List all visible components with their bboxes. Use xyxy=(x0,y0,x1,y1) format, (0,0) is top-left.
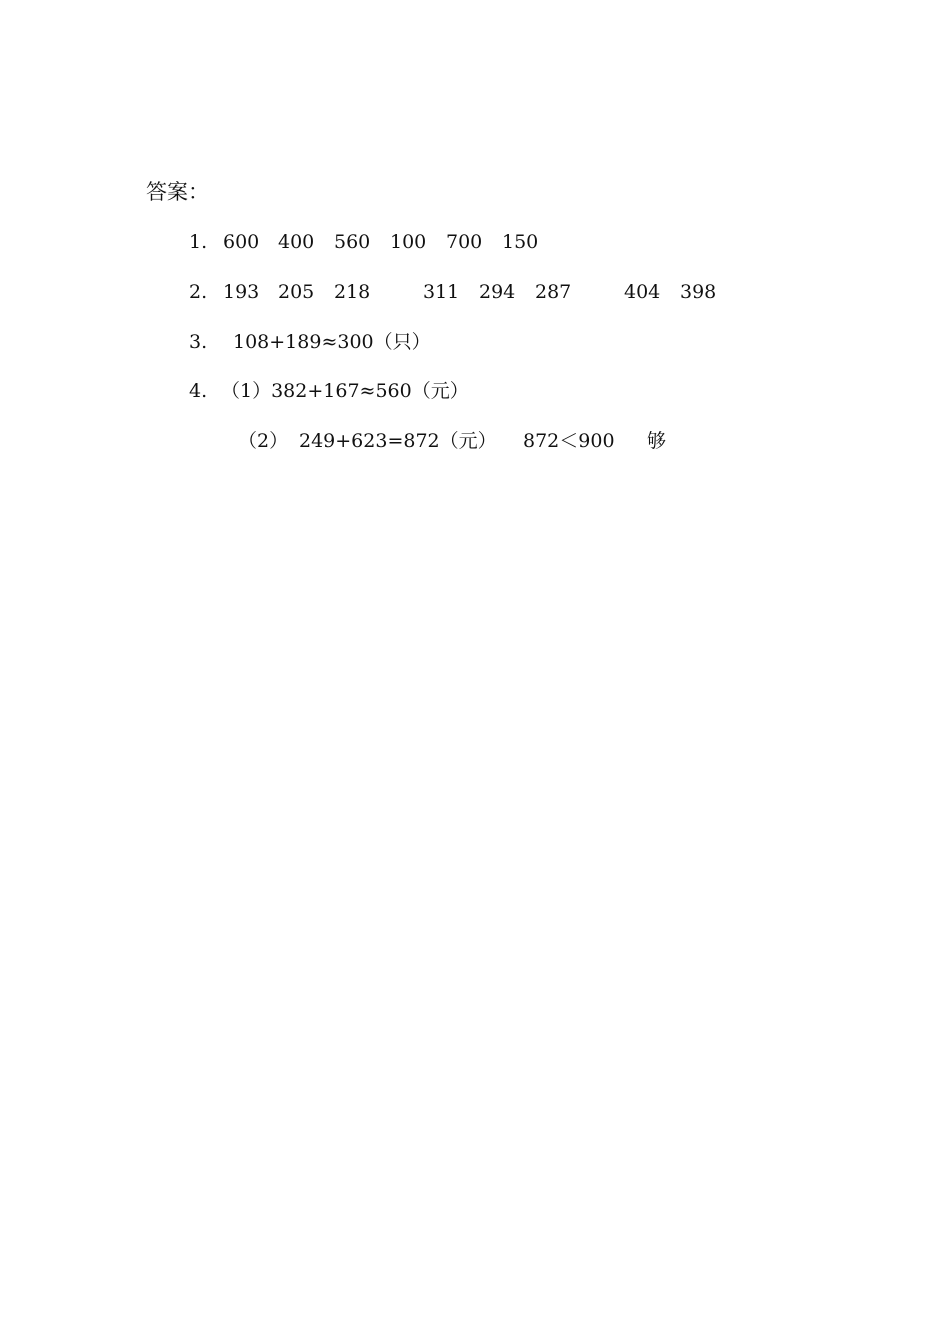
part-comparison: 872＜900 xyxy=(523,430,615,452)
item-number: 3. xyxy=(189,331,208,353)
item-value: 100 xyxy=(390,231,427,253)
item-value: 218 xyxy=(334,281,371,303)
item-value: 311 xyxy=(423,281,460,303)
item-number: 2. xyxy=(189,281,208,303)
item-number: 4. xyxy=(189,380,208,402)
item-value: 287 xyxy=(535,281,572,303)
item-value: 294 xyxy=(479,281,516,303)
item-value: 700 xyxy=(446,231,483,253)
item-part-1: （1）382+167≈560（元） xyxy=(221,380,469,402)
part-conclusion: 够 xyxy=(647,430,667,452)
item-value: 404 xyxy=(624,281,661,303)
item-number: 1. xyxy=(189,231,208,253)
part-label: （2） xyxy=(238,430,289,452)
item-value: 150 xyxy=(502,231,539,253)
item-value: 560 xyxy=(334,231,371,253)
item-value: 193 xyxy=(223,281,260,303)
item-expression: 108+189≈300（只） xyxy=(233,331,431,353)
answer-title: 答案： xyxy=(146,180,209,204)
part-equation: 249+623=872（元） xyxy=(299,430,497,452)
item-value: 600 xyxy=(223,231,260,253)
item-value: 400 xyxy=(278,231,315,253)
item-value: 205 xyxy=(278,281,315,303)
item-value: 398 xyxy=(680,281,717,303)
